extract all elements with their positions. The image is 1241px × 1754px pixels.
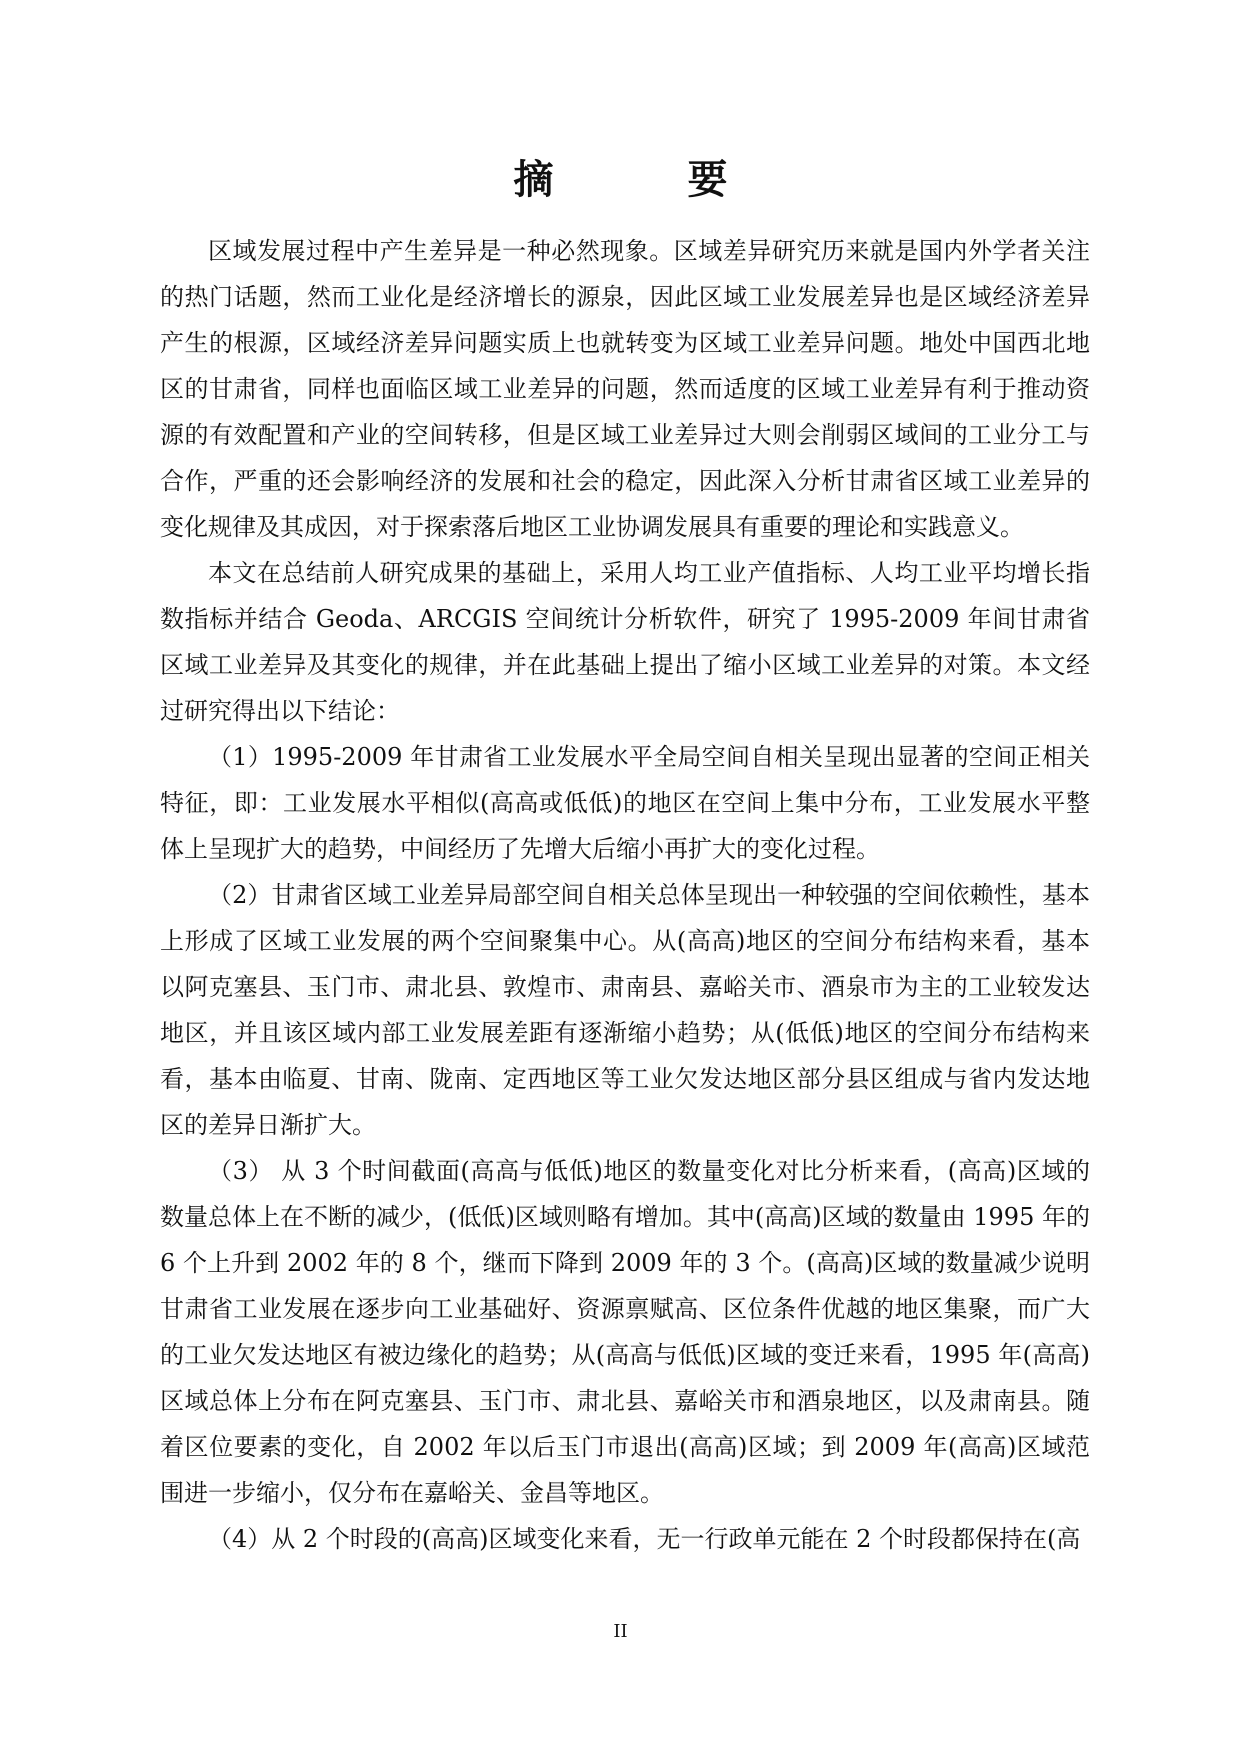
paragraph-conclusion-4: （4）从 2 个时段的(高高)区域变化来看，无一行政单元能在 2 个时段都保持在(高 [208, 1525, 1081, 1553]
paragraph-method: 本文在总结前人研究成果的基础上，采用人均工业产值指标、人均工业平均增长指数指标并结合 Geoda、ARCGIS 空间统计分析软件，研究了 1995-2009 年间甘肃省区域工业差异及其变化的规律，并在此基础上提出了缩小区域工业差异的对策。本文经过研究得出以下结论： [160, 559, 1090, 725]
paragraph-conclusion-2: （2）甘肃省区域工业差异局部空间自相关总体呈现出一种较强的空间依赖性，基本上形成了区域工业发展的两个空间聚集中心。从(高高)地区的空间分布结构来看，基本以阿克塞县、玉门市、肃北县、敦煌市、肃南县、嘉峪关市、酒泉市为主的工业较发达地区，并且该区域内部工业发展差距有逐渐缩小趋势；从(低低)地区的空间分布结构来看，基本由临夏、甘南、陇南、定西地区等工业欠发达地区部分县区组成与省内发达地区的差异日渐扩大。 [160, 881, 1090, 1139]
page-title: 摘 要 [513, 156, 788, 203]
paragraph-conclusion-3: （3） 从 3 个时间截面(高高与低低)地区的数量变化对比分析来看，(高高)区域的数量总体上在不断的减少，(低低)区域则略有增加。其中(高高)区域的数量由 1995 年的 6 个上升到 2002 年的 8 个，继而下降到 2009 年的 3 个。(高高)区域的数量减少说明甘肃省工业发展在逐步向工业基础好、资源禀赋高、区位条件优越的地区集聚，而广大的工业欠发达地区有被边缘化的趋势；从(高高与低低)区域的变迁来看，1995 年(高高)区域总体上分布在阿克塞县、玉门市、肃北县、嘉峪关市和酒泉地区，以及肃南县。随着区位要素的变化，自 2002 年以后玉门市退出(高高)区域；到 2009 年(高高)区域范围进一步缩小，仅分布在嘉峪关、金昌等地区。 [160, 1157, 1090, 1507]
page-number: II [613, 1621, 628, 1642]
abstract-body [160, 228, 1090, 1562]
paragraph-intro: 区域发展过程中产生差异是一种必然现象。区域差异研究历来就是国内外学者关注的热门话题，然而工业化是经济增长的源泉，因此区域工业发展差异也是区域经济差异产生的根源，区域经济差异问题实质上也就转变为区域工业差异问题。地处中国西北地区的甘肃省，同样也面临区域工业差异的问题，然而适度的区域工业差异有利于推动资源的有效配置和产业的空间转移，但是区域工业差异过大则会削弱区域间的工业分工与合作，严重的还会影响经济的发展和社会的稳定，因此深入分析甘肃省区域工业差异的变化规律及其成因，对于探索落后地区工业协调发展具有重要的理论和实践意义。 [160, 237, 1090, 541]
paragraph-conclusion-1: （1）1995-2009 年甘肃省工业发展水平全局空间自相关呈现出显著的空间正相关特征，即：工业发展水平相似(高高或低低)的地区在空间上集中分布，工业发展水平整体上呈现扩大的趋势，中间经历了先增大后缩小再扩大的变化过程。 [160, 743, 1090, 863]
